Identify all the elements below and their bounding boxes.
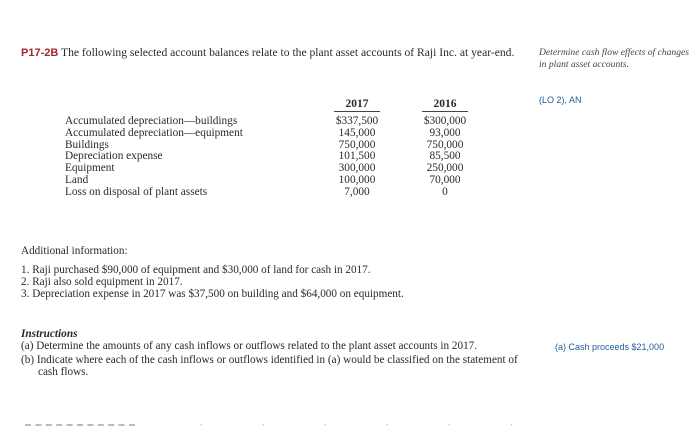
account-label: Buildings — [65, 138, 109, 151]
account-label: Accumulated depreciation—buildings — [65, 115, 238, 127]
account-label: Land — [65, 173, 89, 186]
margin-note: Determine cash flow effects of changes in plant asset accounts. — [539, 47, 690, 70]
account-label: Accumulated depreciation—equipment — [65, 126, 243, 139]
value-2017: 7,000 — [344, 185, 370, 198]
additional-info-item: 2. Raji also sold equipment in 2017. — [21, 276, 183, 289]
value-2017: 101,500 — [338, 150, 376, 163]
value-2017: 750,000 — [338, 138, 376, 151]
page-edge-divider — [25, 424, 135, 426]
value-2016: 0 — [442, 185, 448, 198]
learning-objective-tag: (LO 2), AN — [539, 95, 582, 105]
additional-info-item: 3. Depreciation expense in 2017 was $37,500 on building and $64,000 on equipment. — [21, 288, 404, 301]
value-2017: 300,000 — [338, 162, 376, 175]
additional-info-heading: Additional information: — [21, 245, 128, 257]
problem-statement: The following selected account balances relate to the plant asset accounts of Raji Inc. at year-end. — [61, 46, 515, 59]
instructions-heading: Instructions — [21, 328, 78, 340]
values-2017-column — [329, 116, 385, 199]
value-2016: $300,000 — [423, 115, 467, 127]
account-label: Equipment — [65, 162, 115, 175]
value-2016: 85,500 — [429, 150, 461, 163]
account-labels — [65, 116, 243, 199]
value-2016: 70,000 — [429, 173, 461, 186]
problem-header — [21, 46, 533, 60]
year-header-2017: 2017 — [334, 98, 380, 112]
additional-info-list — [21, 264, 404, 301]
value-2017: 145,000 — [338, 126, 376, 139]
value-2016: 93,000 — [429, 126, 461, 139]
value-2017: 100,000 — [338, 173, 376, 186]
instruction-item: (a) Determine the amounts of any cash inflows or outflows related to the plant asset accounts in 2017. — [21, 340, 478, 352]
instructions-list — [21, 341, 531, 380]
additional-info-item: 1. Raji purchased $90,000 of equipment and $30,000 of land for cash in 2017. — [21, 264, 371, 276]
problem-number: P17-2B — [21, 47, 59, 59]
value-2016: 750,000 — [426, 138, 464, 151]
values-2016-column — [417, 116, 473, 199]
value-2016: 250,000 — [426, 162, 464, 175]
page-edge-dots: •••••• — [200, 423, 573, 429]
instruction-item: (b) Indicate where each of the cash inflows or outflows identified in (a) would be classified on the statement of cash flows. — [21, 353, 518, 378]
value-2017: $337,500 — [335, 115, 379, 127]
check-answer-tag: (a) Cash proceeds $21,000 — [555, 342, 665, 352]
account-label: Loss on disposal of plant assets — [65, 185, 208, 198]
account-label: Depreciation expense — [65, 150, 163, 163]
year-header-2016: 2016 — [422, 98, 468, 112]
